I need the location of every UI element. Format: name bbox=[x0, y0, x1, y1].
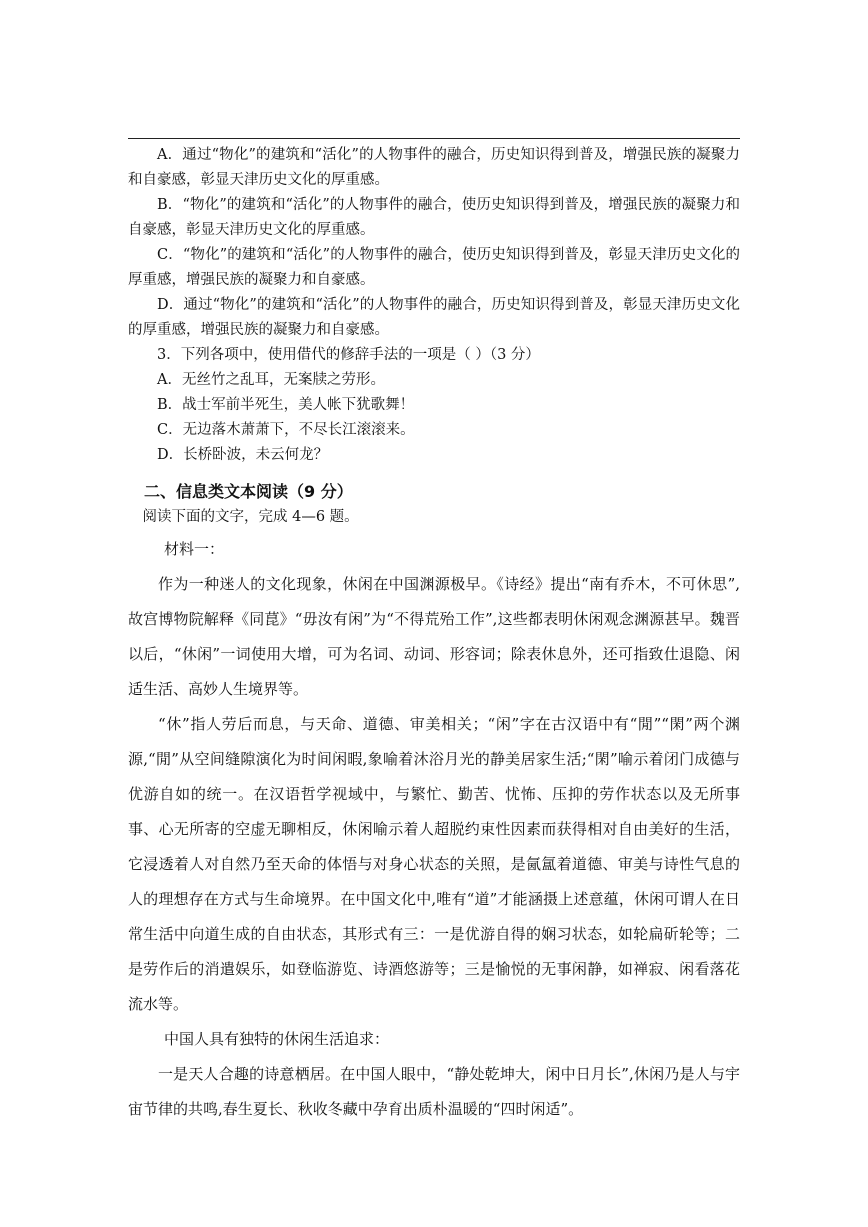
option-d: D．通过“物化”的建筑和“活化”的人物事件的融合，历史知识得到普及，彰显天津历史文化的厚重感，增强民族的凝聚力和自豪感。 bbox=[128, 297, 740, 338]
material-paragraph: 作为一种迷人的文化现象，休闲在中国渊源极早。《诗经》提出“南有乔木，不可休思”,故宫博物院解释《同菎》“毋汝有闲”为“不得荒殆工作”,这些都表明休闲观念渊源甚早。魏晋以后，“休闲”一词使用大增，可为名词、动词、形容词；除表休息外，还可指致仕退隐、闲适生活、高妙人生境界等。 bbox=[128, 575, 740, 698]
option-b: B．“物化”的建筑和“活化”的人物事件的融合，使历史知识得到普及，增强民族的凝聚力和自豪感，彰显天津历史文化的厚重感。 bbox=[128, 197, 740, 238]
section-2-header bbox=[128, 478, 740, 531]
q3-option-a: A．无丝竹之乱耳，无案牍之劳形。 bbox=[157, 372, 385, 388]
q3-option-d: D．长桥卧波，未云何龙？ bbox=[157, 447, 329, 463]
option-c: C．“物化”的建筑和“活化”的人物事件的融合，使历史知识得到普及，彰显天津历史文化的厚重感，增强民族的凝聚力和自豪感。 bbox=[128, 247, 740, 288]
material-label: 材料一： bbox=[164, 540, 225, 558]
question-3 bbox=[128, 343, 740, 468]
option-a: A．通过“物化”的建筑和“活化”的人物事件的融合，历史知识得到普及，增强民族的凝聚力和自豪感，彰显天津历史文化的厚重感。 bbox=[128, 147, 740, 188]
material-paragraph-last: 一是天人合趣的诗意栖居。在中国人眼中，“静处乾坤大，闲中日月长”,休闲乃是人与宇宙节律的共鸣,春生夏长、秋收冬藏中孕育出质朴温暖的“四时闲适”。 bbox=[128, 1065, 740, 1118]
question-2-options bbox=[128, 143, 740, 343]
material-one bbox=[128, 532, 740, 1127]
top-rule bbox=[128, 138, 740, 139]
question-3-stem: 3．下列各项中，使用借代的修辞手法的一项是（ ）（3 分） bbox=[157, 347, 540, 363]
section-instruction: 阅读下面的文字，完成 4—6 题。 bbox=[142, 509, 359, 525]
material-sub-intro: 中国人具有独特的休闲生活追求： bbox=[164, 1030, 390, 1048]
section-heading: 二、信息类文本阅读（9 分） bbox=[144, 482, 353, 501]
q3-option-b: B．战士军前半死生，美人帐下犹歌舞！ bbox=[157, 397, 415, 413]
material-paragraph: “休”指人劳后而息，与天命、道德、审美相关；“闲”字在古汉语中有“閒”“閑”两个渊源,“閒”从空间缝隙演化为时间闲暇,象喻着沐浴月光的静美居家生活;“閑”喻示着闭门成德与优游自如的统一。在汉语哲学视域中，与繁忙、勤苦、忧怖、压抑的劳作状态以及无所事事、心无所寄的空虚无聊相反，休闲喻示着人超脱约束性因素而获得相对自由美好的生活，它浸透着人对自然乃至天命的体悟与对身心状态的关照，是氤氲着道德、审美与诗性气息的人的理想存在方式与生命境界。在中国文化中,唯有“道”才能涵摄上述意蕴，休闲可谓人在日常生活中向道生成的自由状态，其形式有三：一是优游自得的娴习状态，如轮扁斫轮等；二是劳作后的消遣娱乐，如登临游览、诗酒悠游等；三是愉悦的无事闲静，如禅寂、闲看落花流水等。 bbox=[128, 715, 740, 1013]
q3-option-c: C．无边落木萧萧下，不尽长江滚滚来。 bbox=[157, 422, 415, 438]
